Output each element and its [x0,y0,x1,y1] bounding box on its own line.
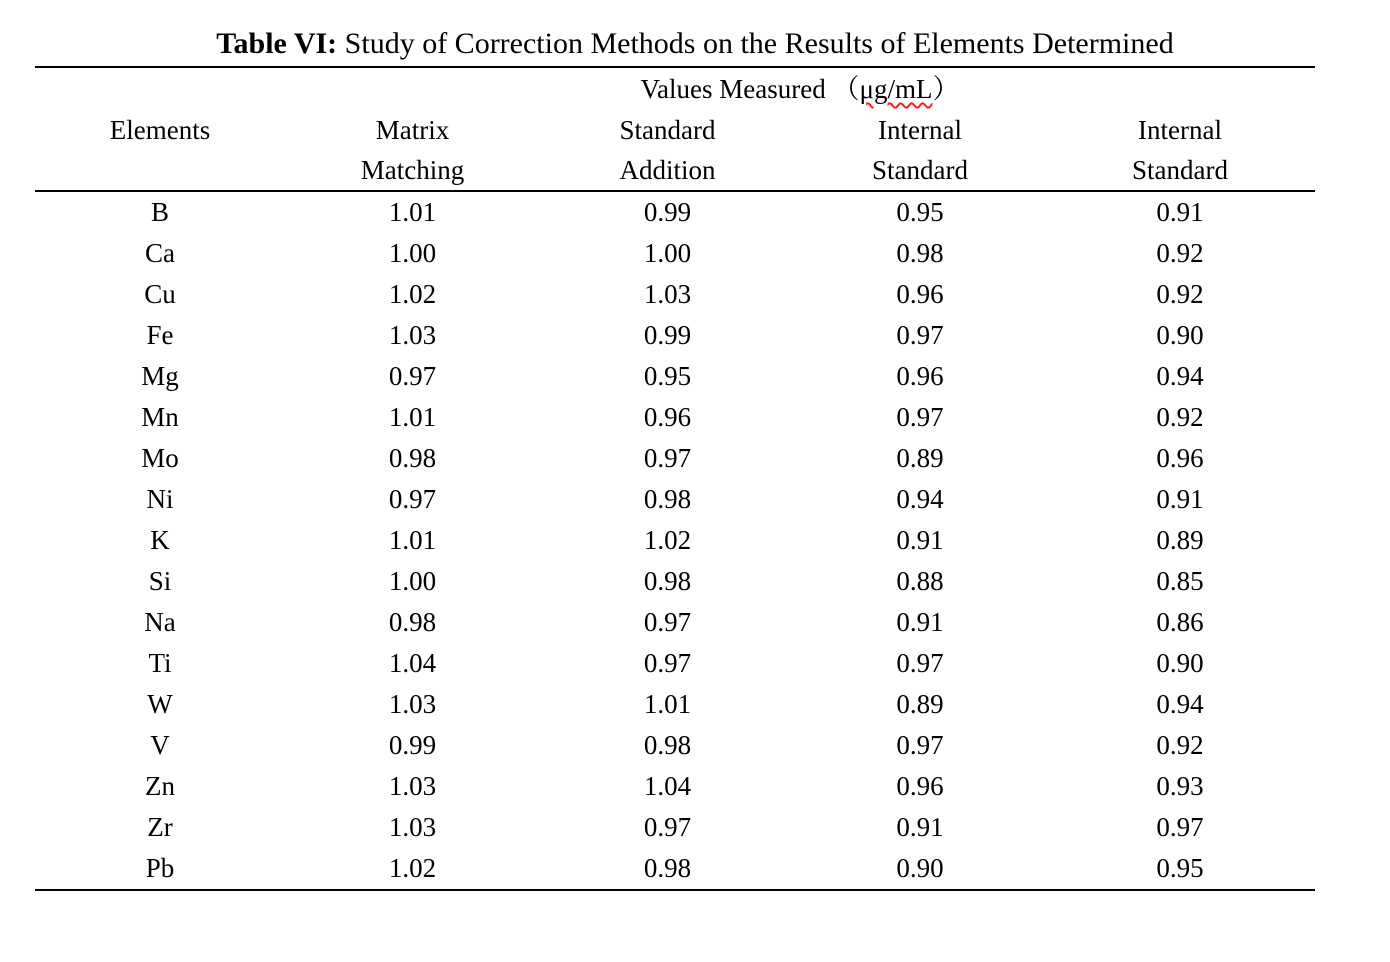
values-measured-prefix: Values Measured （ [640,74,860,104]
values-measured-unit: μg/mL [859,74,933,104]
table-row [35,602,1315,643]
column-header-elements: Elements [109,115,211,145]
value-cell: 0.97 [896,402,944,432]
value-cell: 0.90 [1156,648,1204,678]
value-cell: 1.03 [388,689,437,719]
value-cell: 0.98 [643,484,692,514]
value-cell: 1.01 [643,689,692,719]
span-header-row [35,67,1315,110]
value-cell: 0.91 [1156,484,1204,514]
empty-header-cell [35,150,285,191]
value-cell: 0.90 [1156,320,1204,350]
element-cell: K [150,525,170,555]
column-header-row-1 [35,110,1315,150]
column-header-matching: Matching [360,155,465,185]
value-cell: 0.96 [896,771,944,801]
value-cell: 0.95 [1156,853,1204,883]
value-cell: 0.94 [1156,361,1204,391]
column-header-standard-2: Standard [1132,155,1228,185]
table-caption-text: Study of Correction Methods on the Results of Elements Determined [337,27,1174,60]
value-cell: 1.03 [388,812,437,842]
column-header-internal-1: Internal [878,115,962,145]
value-cell: 0.93 [1156,771,1204,801]
element-cell: Mg [141,361,179,391]
value-cell: 0.95 [896,197,944,227]
value-cell: 0.99 [388,730,437,760]
table-row [35,520,1315,561]
value-cell: 0.98 [388,607,437,637]
value-cell: 0.97 [643,812,692,842]
table-row [35,479,1315,520]
value-cell: 1.03 [643,279,692,309]
element-cell: Fe [146,320,174,350]
table-row [35,643,1315,684]
value-cell: 0.98 [643,730,692,760]
value-cell: 1.02 [388,279,437,309]
empty-header-cell [35,67,285,110]
element-cell: Zr [147,812,173,842]
value-cell: 1.01 [388,525,437,555]
column-header-standard-1: Standard [872,155,968,185]
value-cell: 0.97 [896,320,944,350]
data-table [35,66,1315,891]
value-cell: 1.01 [388,402,437,432]
value-cell: 0.96 [896,279,944,309]
value-cell: 0.94 [896,484,944,514]
table-row [35,191,1315,233]
table-row [35,315,1315,356]
element-cell: Ca [145,238,175,268]
table-caption-label: Table VI: [216,27,338,60]
element-cell: Na [144,607,176,637]
table-header [35,67,1315,191]
value-cell: 0.96 [1156,443,1204,473]
element-cell: Ni [146,484,174,514]
value-cell: 0.96 [643,402,692,432]
value-cell: 0.86 [1156,607,1204,637]
value-cell: 0.98 [388,443,437,473]
value-cell: 1.03 [388,771,437,801]
table-row [35,725,1315,766]
value-cell: 1.01 [388,197,437,227]
column-header-standard-addition: Standard [619,115,716,145]
table-row [35,848,1315,890]
column-header-row-2 [35,150,1315,191]
table-row [35,397,1315,438]
value-cell: 0.91 [1156,197,1204,227]
value-cell: 0.91 [896,812,944,842]
table-row [35,356,1315,397]
value-cell: 0.92 [1156,238,1204,268]
value-cell: 0.89 [896,689,944,719]
value-cell: 0.92 [1156,279,1204,309]
value-cell: 0.97 [896,648,944,678]
element-cell: W [147,689,173,719]
element-cell: B [150,197,169,227]
value-cell: 0.97 [388,361,437,391]
value-cell: 1.04 [643,771,692,801]
element-cell: V [150,730,170,760]
element-cell: Cu [144,279,176,309]
value-cell: 1.03 [388,320,437,350]
value-cell: 0.97 [896,730,944,760]
table-row [35,807,1315,848]
value-cell: 0.99 [643,197,692,227]
value-cell: 1.00 [388,238,437,268]
element-cell: Zn [145,771,175,801]
value-cell: 1.02 [643,525,692,555]
element-cell: Pb [145,853,175,883]
table-row [35,233,1315,274]
value-cell: 0.97 [643,443,692,473]
value-cell: 1.02 [388,853,437,883]
value-cell: 0.91 [896,525,944,555]
value-cell: 0.98 [643,853,692,883]
value-cell: 0.98 [643,566,692,596]
element-cell: Ti [148,648,172,678]
value-cell: 0.92 [1156,402,1204,432]
column-header-internal-2: Internal [1138,115,1222,145]
element-cell: Mo [141,443,179,473]
values-measured-suffix: ） [932,74,960,104]
value-cell: 0.88 [896,566,944,596]
value-cell: 1.00 [388,566,437,596]
value-cell: 1.04 [388,648,437,678]
value-cell: 0.85 [1156,566,1204,596]
value-cell: 0.97 [388,484,437,514]
table-row [35,766,1315,807]
value-cell: 1.00 [643,238,692,268]
table-row [35,274,1315,315]
table-row [35,438,1315,479]
table-row [35,684,1315,725]
value-cell: 0.97 [643,648,692,678]
column-header-matrix: Matrix [375,115,450,145]
value-cell: 0.90 [896,853,944,883]
table-body [35,191,1315,890]
value-cell: 0.91 [896,607,944,637]
column-header-addition: Addition [619,155,716,185]
value-cell: 0.94 [1156,689,1204,719]
element-cell: Mn [141,402,179,432]
value-cell: 0.95 [643,361,692,391]
value-cell: 0.97 [1156,812,1204,842]
value-cell: 0.89 [896,443,944,473]
element-cell: Si [148,566,172,596]
value-cell: 0.96 [896,361,944,391]
value-cell: 0.89 [1156,525,1204,555]
value-cell: 0.99 [643,320,692,350]
value-cell: 0.98 [896,238,944,268]
value-cell: 0.92 [1156,730,1204,760]
table-caption [0,26,1390,62]
table-row [35,561,1315,602]
values-measured-header [285,67,1315,110]
value-cell: 0.97 [643,607,692,637]
